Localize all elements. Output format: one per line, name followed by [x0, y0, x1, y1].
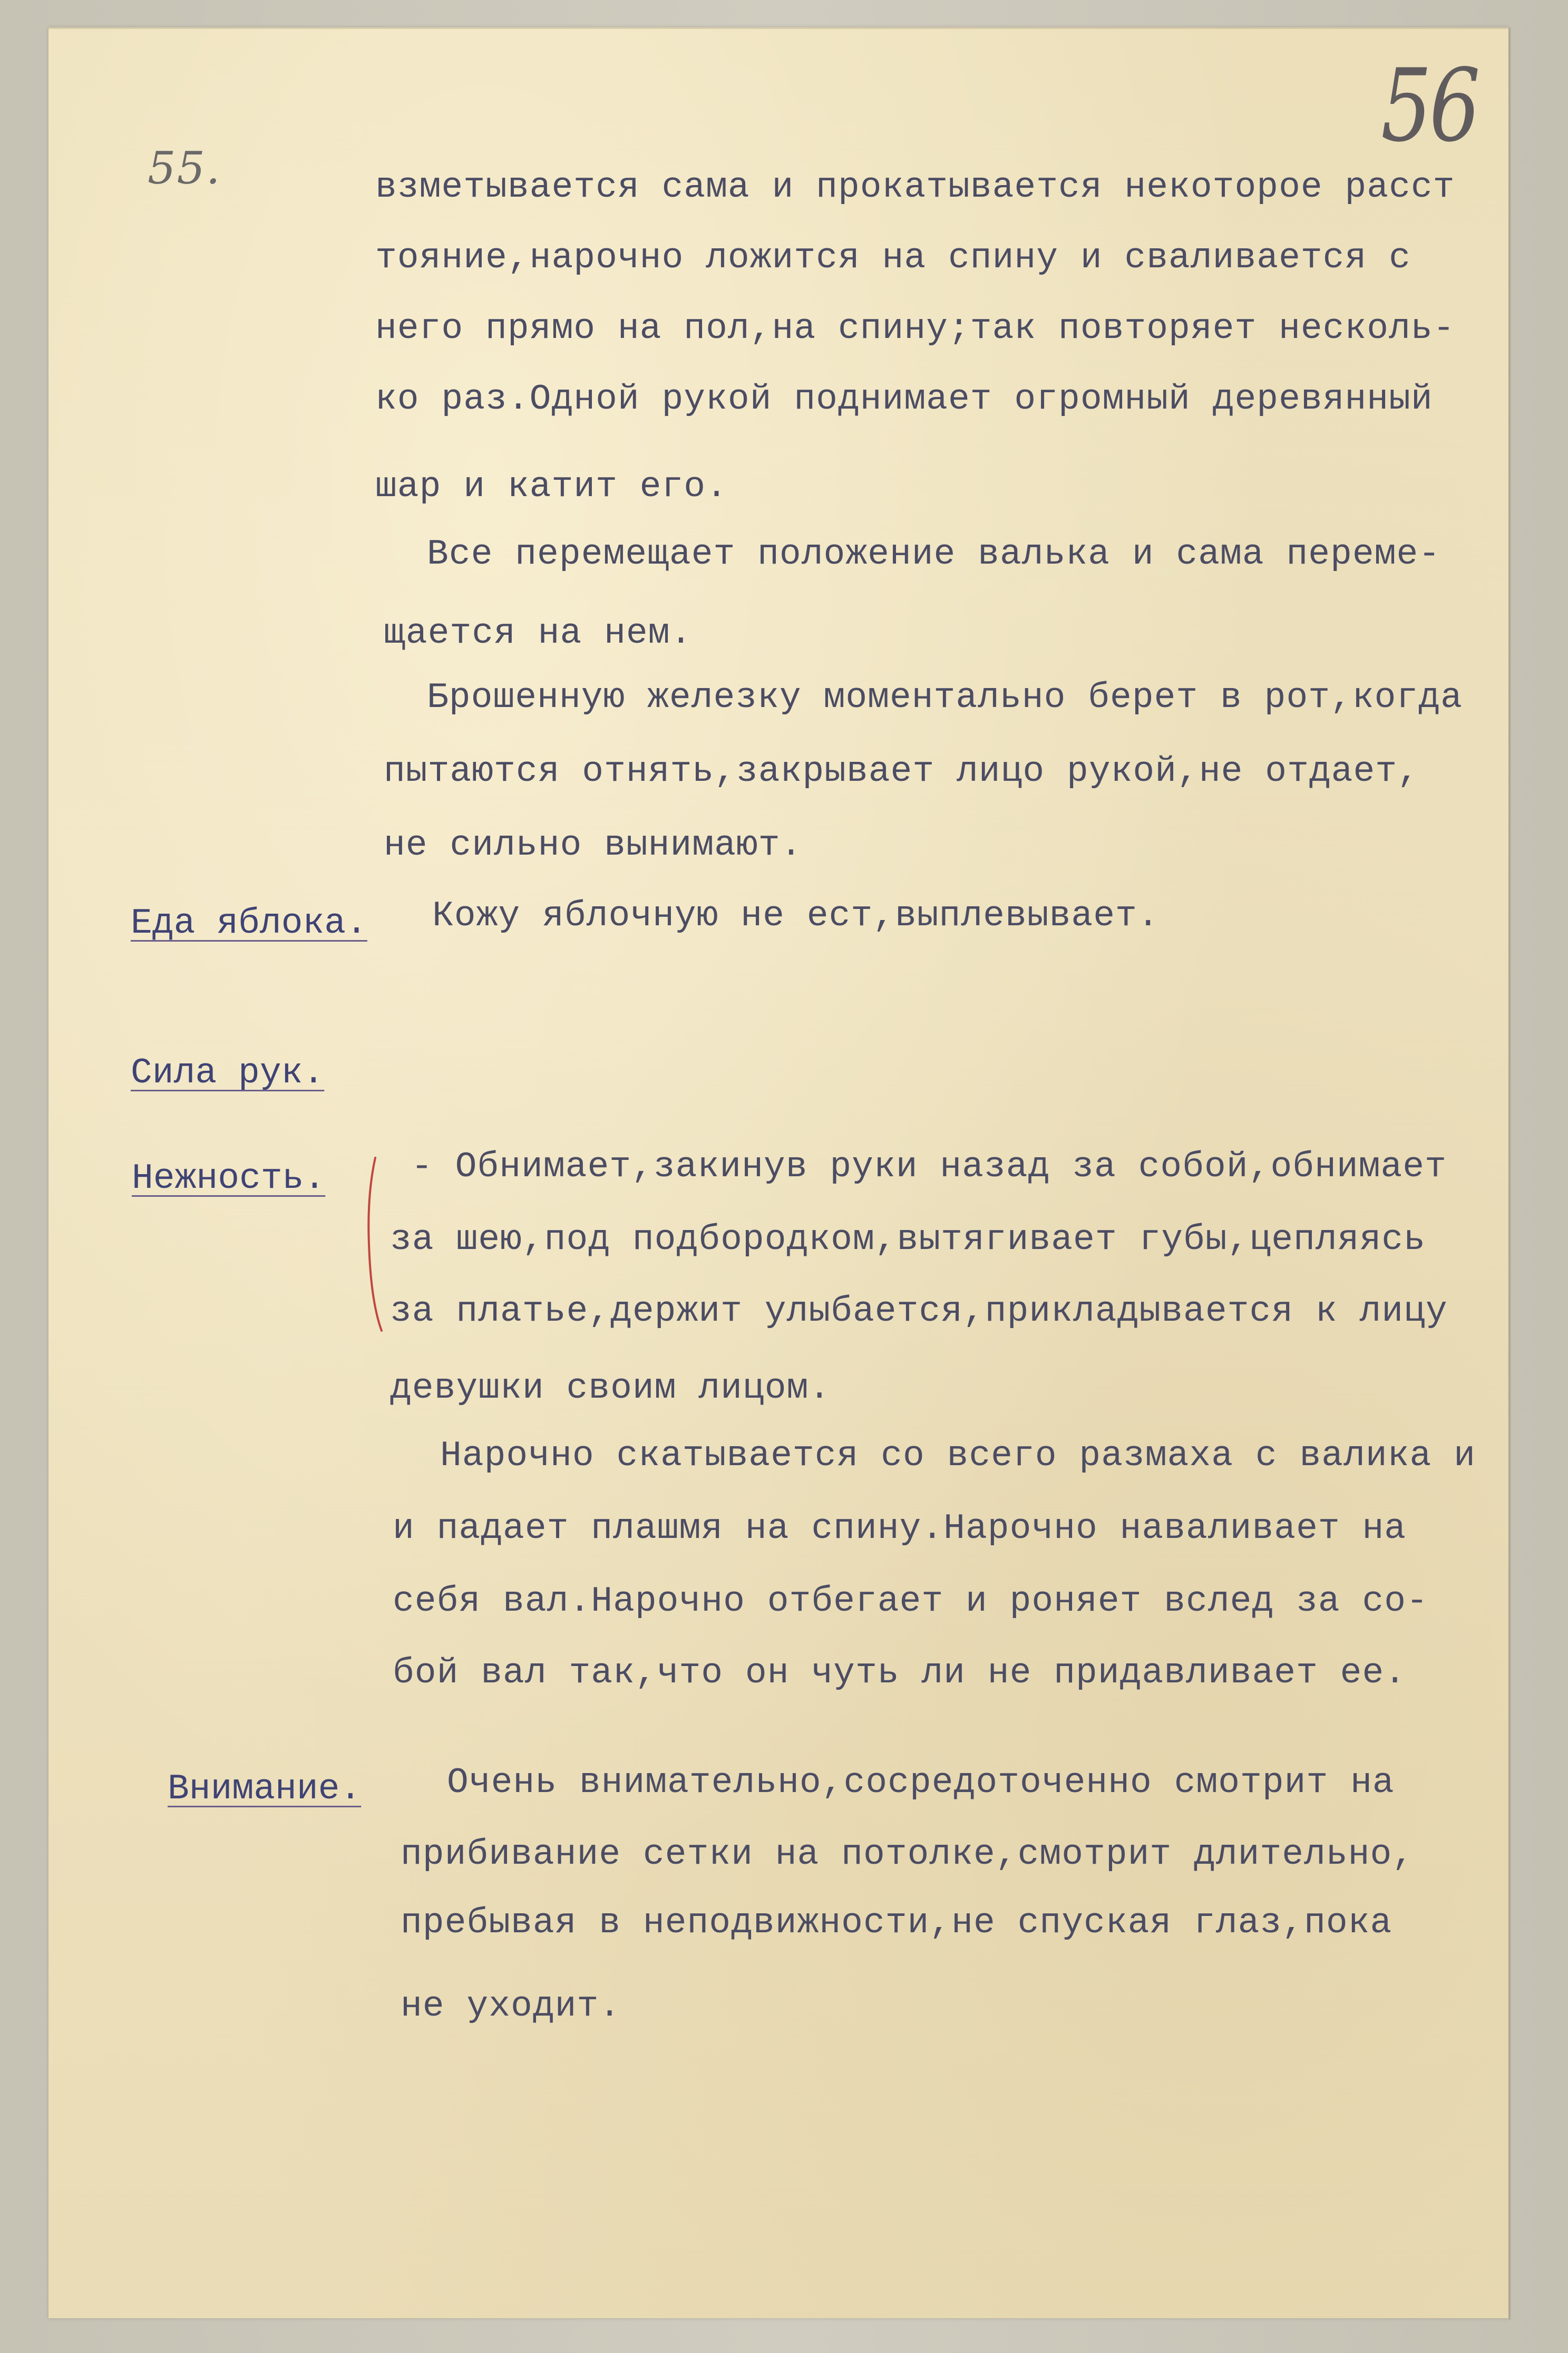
text-line: шар и катит его. [375, 467, 728, 507]
section-label-sila: Сила рук. [131, 1053, 325, 1093]
text-line: Нарочно скатывается со всего размаха с валика и [440, 1436, 1476, 1476]
text-line: Кожу яблочную не ест,выплевывает. [432, 896, 1160, 936]
text-line: Все перемещает положение валька и сама переме- [427, 534, 1441, 575]
text-line: не сильно вынимают. [384, 825, 803, 866]
text-line: пребывая в неподвижности,не спуская глаз,пока [401, 1903, 1392, 1943]
text-line: и падает плашмя на спину.Нарочно наваливает на [393, 1508, 1407, 1549]
text-line: пытаются отнять,закрывает лицо рукой,не отдает, [384, 751, 1419, 792]
text-line: за платье,держит улыбается,прикладывается к лицу [390, 1291, 1448, 1332]
text-line: не уходит. [401, 1986, 621, 2027]
section-label-eda: Еда яблока. [131, 903, 367, 944]
text-line: Брошенную железку моментально берет в рот,когда [427, 677, 1463, 718]
text-line: тояние,нарочно ложится на спину и сваливается с [375, 238, 1411, 278]
text-line: него прямо на пол,на спину;так повторяет несколь- [375, 308, 1455, 349]
text-line: ко раз.Одной рукой поднимает огромный деревянный [375, 379, 1433, 420]
text-line: щается на нем. [384, 613, 693, 654]
margin-bracket-mark [364, 1155, 385, 1334]
section-label-nezhnost: Нежность. [132, 1158, 326, 1199]
text-line: прибивание сетки на потолке,смотрит длительно, [401, 1834, 1415, 1875]
section-label-vnimanie: Внимание. [168, 1769, 362, 1809]
text-line: девушки своим лицом. [390, 1368, 831, 1409]
text-line: Очень внимательно,сосредоточенно смотрит на [447, 1763, 1395, 1803]
text-line: бой вал так,что он чуть ли не придавливает ее. [393, 1653, 1407, 1693]
page-number-right: 56 [1381, 47, 1478, 164]
text-line: себя вал.Нарочно отбегает и роняет вслед за со- [393, 1581, 1428, 1622]
text-line: взметывается сама и прокатывается некоторое расст [375, 167, 1455, 208]
page-number-left: 55. [148, 142, 221, 194]
text-line: - Обнимает,закинув руки назад за собой,обнимает [411, 1147, 1447, 1187]
text-line: за шею,под подбородком,вытягивает губы,цепляясь [390, 1219, 1426, 1260]
